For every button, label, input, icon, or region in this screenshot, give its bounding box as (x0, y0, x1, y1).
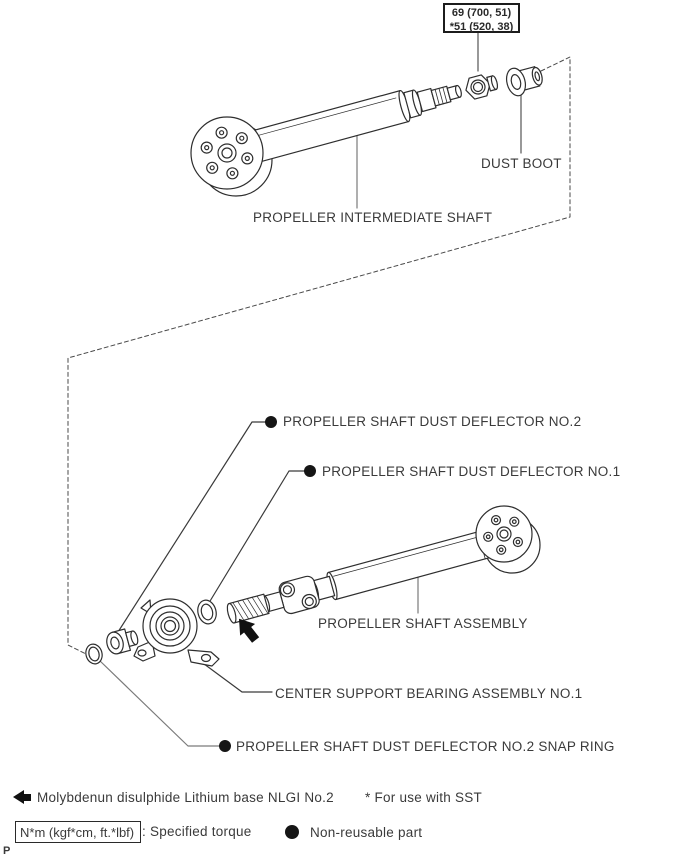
intermediate-shaft-drawing (191, 75, 465, 196)
deflector-no2-drawing (104, 626, 140, 655)
non-reusable-bullet-icon (219, 740, 231, 752)
deflector-no1-drawing (195, 598, 219, 626)
legend-grease-note: Molybdenun disulphide Lithium base NLGI No.2 (37, 790, 334, 805)
torque-spec-callout (443, 3, 520, 33)
legend-torque-symbol: N*m (kgf*cm, ft.*lbf) (15, 821, 141, 843)
legend-non-reusable-note: Non-reusable part (310, 825, 423, 840)
non-reusable-bullet-icon (304, 465, 316, 477)
dust-boot-drawing (504, 62, 546, 98)
non-reusable-bullet-icon (285, 825, 299, 839)
torque-spec-line2: *51 (520, 38) (449, 21, 514, 33)
grease-arrow-icon (13, 790, 31, 804)
propeller-shaft-assembly-drawing (224, 506, 540, 630)
page-marker: P (3, 845, 11, 857)
shaft-nut-drawing (463, 72, 500, 101)
label-dust-deflector-no2-snap-ring: PROPELLER SHAFT DUST DEFLECTOR NO.2 SNAP RING (236, 739, 615, 754)
torque-spec-line1: 69 (700, 51) (451, 7, 512, 19)
legend-sst-note: * For use with SST (365, 790, 483, 805)
label-dust-deflector-no1: PROPELLER SHAFT DUST DEFLECTOR NO.1 (322, 464, 621, 479)
legend-torque-note: : Specified torque (142, 824, 252, 839)
non-reusable-bullet-icon (265, 416, 277, 428)
label-dust-deflector-no2: PROPELLER SHAFT DUST DEFLECTOR NO.2 (283, 414, 582, 429)
label-propeller-intermediate-shaft: PROPELLER INTERMEDIATE SHAFT (253, 210, 493, 225)
label-propeller-shaft-assembly: PROPELLER SHAFT ASSEMBLY (318, 616, 528, 631)
label-center-support-bearing: CENTER SUPPORT BEARING ASSEMBLY NO.1 (275, 686, 583, 701)
label-dust-boot: DUST BOOT (481, 156, 562, 171)
